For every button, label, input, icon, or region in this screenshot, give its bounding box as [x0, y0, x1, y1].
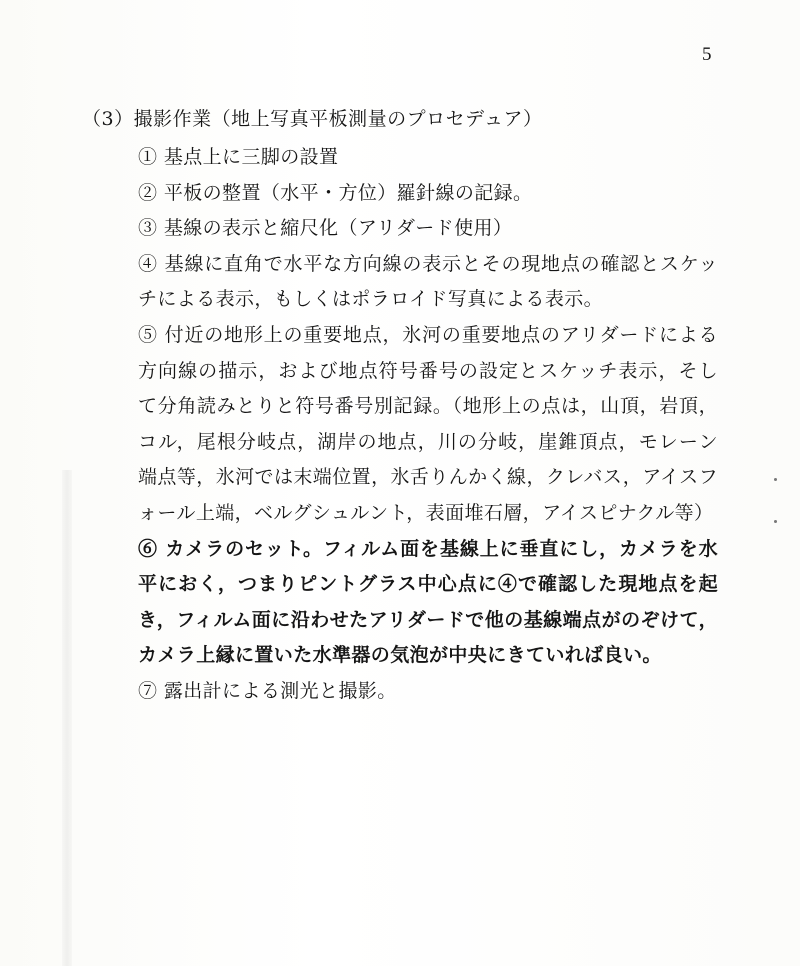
procedure-step-6: ⑥ カメラのセット。フィルム面を基線上に垂直にし，カメラを水平におく，つまりピントグラス中心点に④で確認した現地点を起き，フィルム面に沿わせたアリダードで他の基線端点がのぞけて，カメラ上縁に置いた水準器の気泡が中央にきていれば良い。: [138, 537, 718, 667]
procedure-step-5: ⑤ 付近の地形上の重要地点，氷河の重要地点のアリダードによる方向線の描示，および地点符号番号の設定とスケッチ表示，そして分角読みとりと符号番号別記録。（地形上の点は，山頂，岩頂，コル，尾根分岐点，湖岸の地点，川の分岐，崖錐頂点，モレーン端点等，氷河では末端位置，氷舌りんかく線，クレバス，アイスフォール上端，ベルグシュルント，表面堆石層，アイスピナクル等）: [138, 323, 718, 524]
page-number: 5: [702, 44, 712, 65]
procedure-step-7: ⑦ 露出計による測光と撮影。: [138, 679, 397, 702]
procedure-step-2: ② 平板の整置（水平・方位）羅針線の記録。: [138, 181, 533, 204]
procedure-list: [138, 140, 718, 710]
scan-shadow: [62, 470, 72, 966]
procedure-step-1: ① 基点上に三脚の設置: [138, 146, 339, 168]
procedure-step-4: ④ 基線に直角で水平な方向線の表示とその現地点の確認とスケッチによる表示，もしくはポラロイド写真による表示。: [138, 252, 718, 311]
scan-speck: [774, 478, 777, 481]
section-heading: （3）撮影作業（地上写真平板測量のプロセデュア）: [82, 108, 543, 130]
scan-speck: [774, 520, 777, 523]
procedure-step-3: ③ 基線の表示と縮尺化（アリダード使用）: [138, 217, 513, 240]
